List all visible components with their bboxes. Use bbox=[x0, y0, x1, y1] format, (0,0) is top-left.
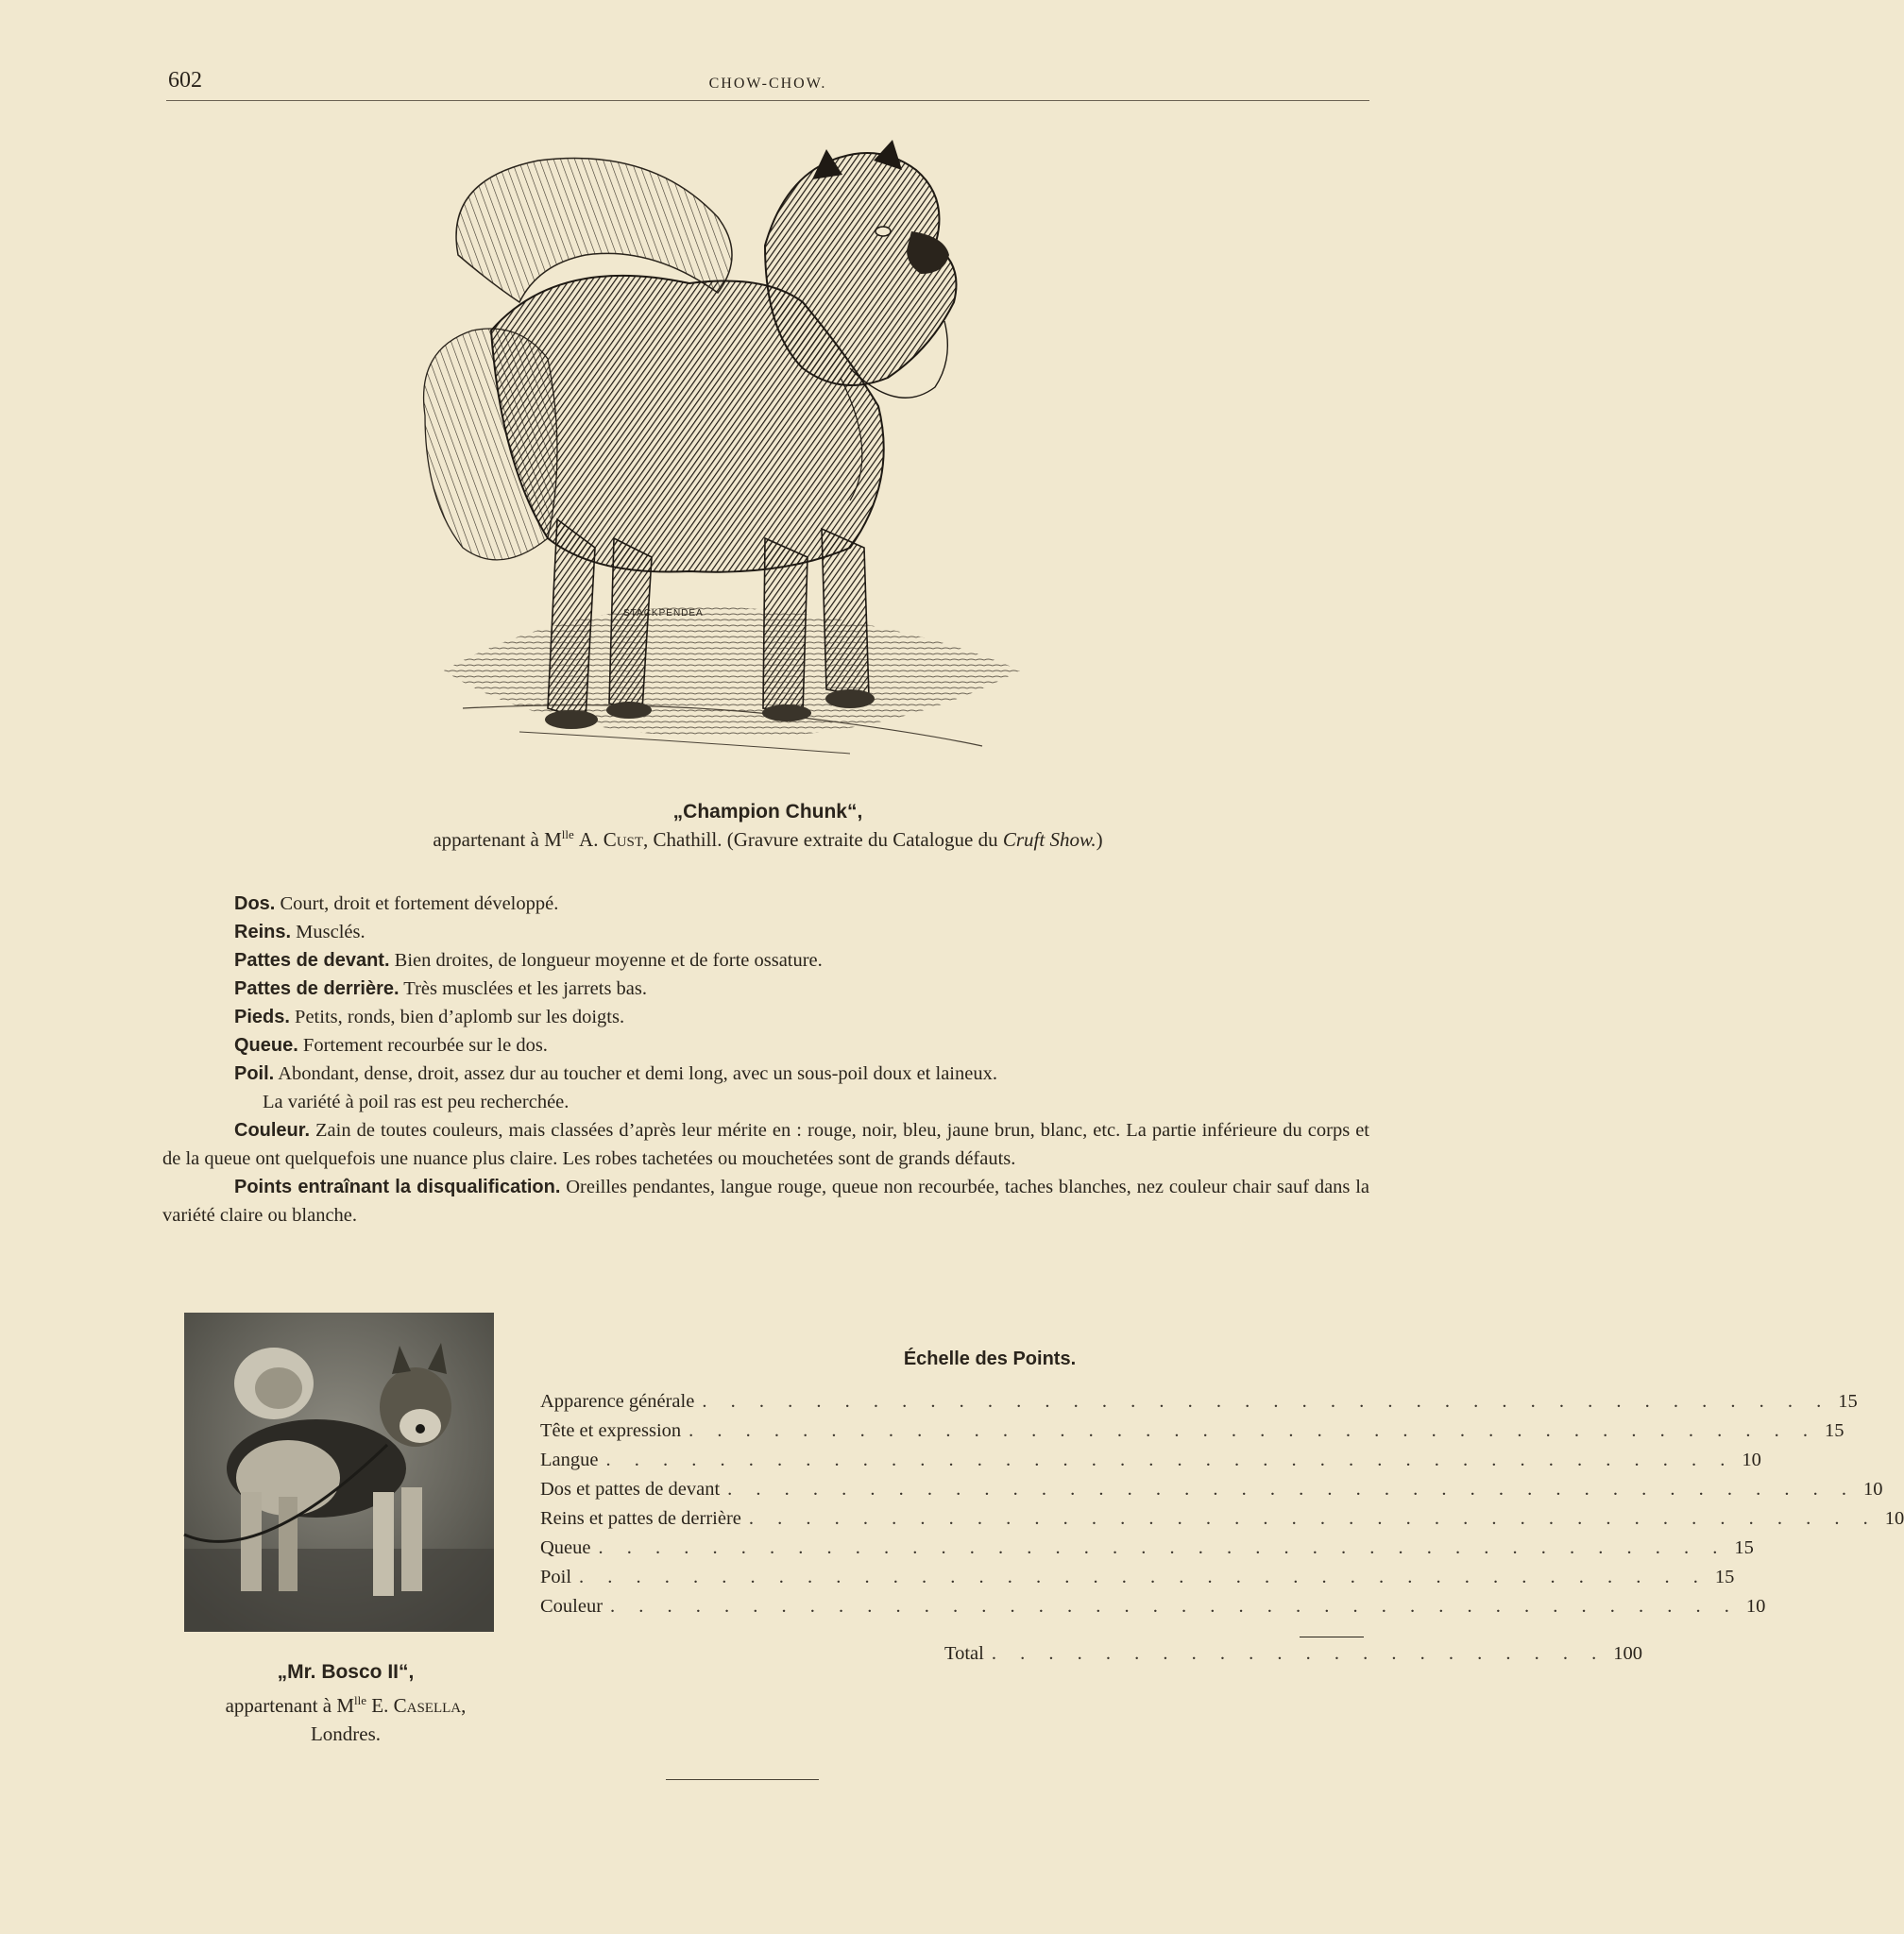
points-label: Dos et pattes de devant bbox=[540, 1479, 721, 1500]
points-row bbox=[540, 1567, 1735, 1596]
entry-term: Pattes de derrière. bbox=[234, 978, 400, 999]
figure2-title: „Mr. Bosco II“, bbox=[277, 1661, 415, 1683]
figure2-owner: E. Casella, bbox=[371, 1694, 467, 1717]
leader-dots: . . . . . . . . . . . . . . . . . . . . . . . . . . . . . . . . . . . . . . . . bbox=[598, 1537, 1727, 1558]
figure2-city: Londres. bbox=[310, 1722, 382, 1745]
standard-entry bbox=[162, 946, 1369, 975]
entry-term: Queue. bbox=[234, 1035, 298, 1056]
points-row bbox=[540, 1537, 1754, 1567]
points-value: 10 bbox=[1863, 1479, 1883, 1500]
photo-mr-bosco bbox=[184, 1313, 494, 1632]
standard-entry bbox=[162, 918, 1369, 946]
leader-dots: . . . . . . . . . . . . . . . . . . . . . . . . . . . . . . . . . . . . . . . . bbox=[748, 1508, 1878, 1529]
points-label: Reins et pattes de derrière bbox=[540, 1508, 741, 1529]
entry-term: Pieds. bbox=[234, 1007, 290, 1027]
standard-entry bbox=[162, 1003, 1369, 1031]
figure2-line2-prefix: appartenant à M bbox=[225, 1694, 355, 1717]
entry-term: Dos. bbox=[234, 893, 276, 914]
entry-text: Abondant, dense, droit, assez dur au toucher et demi long, avec un sous-poil doux et laineux. bbox=[278, 1063, 997, 1084]
points-row bbox=[540, 1391, 1858, 1420]
figure1-caption-prefix: appartenant à M bbox=[433, 828, 562, 851]
entry-text: Très musclées et les jarrets bas. bbox=[403, 978, 648, 999]
standard-note: La variété à poil ras est peu recherchée. bbox=[263, 1092, 570, 1112]
standard-entry bbox=[162, 1031, 1369, 1060]
entry-term: Pattes de devant. bbox=[234, 950, 390, 971]
standard-entry bbox=[162, 1116, 1369, 1173]
running-title: CHOW-CHOW. bbox=[708, 76, 827, 92]
points-total-value: 100 bbox=[1613, 1643, 1642, 1664]
closing-rule bbox=[666, 1779, 819, 1780]
points-label: Tête et expression bbox=[540, 1420, 682, 1441]
figure1-caption bbox=[166, 827, 1369, 852]
points-value: 15 bbox=[1838, 1391, 1858, 1412]
entry-text: Bien droites, de longueur moyenne et de forte ossature. bbox=[394, 950, 823, 971]
figure1-catalogue: Cruft Show. bbox=[1002, 828, 1096, 851]
points-scale-title: Échelle des Points. bbox=[903, 1349, 1077, 1369]
leader-dots: . . . . . . . . . . . . . . . . . . . . . . . . . . . . . . . . . . . . . . . . bbox=[727, 1479, 1857, 1500]
standard-entry bbox=[162, 890, 1369, 918]
figure2-sup: lle bbox=[354, 1693, 367, 1707]
points-value: 10 bbox=[1884, 1508, 1904, 1529]
leader-dots: . . . . . . . . . . . . . . . . . . . . . . . . . . . . . . . . . . . . . . . . bbox=[579, 1567, 1708, 1587]
entry-term: Points entraînant la disqualification. bbox=[234, 1177, 561, 1197]
points-value: 10 bbox=[1742, 1450, 1761, 1470]
photo-dog-image bbox=[184, 1313, 494, 1632]
entry-text: Musclés. bbox=[296, 922, 366, 942]
entry-term: Reins. bbox=[234, 922, 292, 942]
entry-term: Poil. bbox=[234, 1063, 275, 1084]
figure1-suffix: ) bbox=[1096, 828, 1103, 851]
standard-entry bbox=[162, 1173, 1369, 1230]
points-row bbox=[540, 1420, 1844, 1450]
standard-entry bbox=[162, 975, 1369, 1003]
points-value: 10 bbox=[1745, 1596, 1766, 1617]
points-total-label: Total bbox=[944, 1643, 984, 1664]
figure2-caption bbox=[166, 1658, 525, 1748]
standard-entry bbox=[162, 1060, 1369, 1088]
points-total-row bbox=[944, 1643, 1642, 1672]
points-label: Couleur bbox=[540, 1596, 604, 1617]
entry-text: Zain de toutes couleurs, mais classées d’après leur mérite en : rouge, noir, bleu, jaune brun, blanc, etc. La partie inférieure du corps et de la queue ont quelquefois une nuance plus claire. Les robes tachetées ou mouchetées sont de grands défauts. bbox=[162, 1120, 1369, 1169]
points-value: 15 bbox=[1825, 1420, 1844, 1441]
figure1-title: „Champion Chunk“, bbox=[672, 801, 863, 823]
page-number: 602 bbox=[168, 68, 202, 93]
breed-standard bbox=[162, 890, 1369, 1230]
engraver-signature: STACKPENDEA bbox=[623, 608, 704, 619]
entry-text: Oreilles pendantes, langue rouge, queue non recourbée, taches blanches, nez couleur chair sauf dans la variété claire ou blanche. bbox=[162, 1177, 1370, 1226]
points-row bbox=[540, 1596, 1766, 1625]
leader-dots: . . . . . . . . . . . . . . . . . . . . . . . . . . . . . . . . . . . . . . . . bbox=[610, 1596, 1739, 1617]
leader-dots: . . . . . . . . . . . . . . . . . . . . . . . . . . . . . . . . . . . . . . . . bbox=[605, 1450, 1735, 1470]
running-head bbox=[166, 68, 1369, 101]
points-label: Poil bbox=[540, 1567, 572, 1587]
entry-text: Court, droit et fortement développé. bbox=[280, 893, 559, 914]
points-value: 15 bbox=[1714, 1567, 1735, 1587]
leader-dots: . . . . . . . . . . . . . . . . . . . . . . . . . . . . . . . . . . . . . . . . bbox=[688, 1420, 1818, 1441]
leader-dots: . . . . . . . . . . . . . . . . . . . . . . bbox=[991, 1643, 1606, 1664]
points-label: Langue bbox=[540, 1450, 599, 1470]
figure1-owner: A. Cust bbox=[579, 828, 644, 851]
entry-text: Petits, ronds, bien d’aplomb sur les doigts. bbox=[295, 1007, 625, 1027]
entry-text: Fortement recourbée sur le dos. bbox=[302, 1035, 548, 1056]
points-scale bbox=[540, 1349, 1904, 1672]
points-row bbox=[540, 1508, 1904, 1537]
figure1-place: , Chathill. (Gravure extraite du Catalogue du bbox=[643, 828, 1003, 851]
figure2-owner-line bbox=[166, 1687, 525, 1720]
points-row bbox=[540, 1450, 1761, 1479]
leader-dots: . . . . . . . . . . . . . . . . . . . . . . . . . . . . . . . . . . . . . . . . bbox=[702, 1391, 1831, 1412]
entry-term: Couleur. bbox=[234, 1120, 311, 1141]
points-label: Apparence générale bbox=[540, 1391, 695, 1412]
points-label: Queue bbox=[540, 1537, 591, 1558]
engraving-champion-chunk bbox=[406, 142, 1124, 793]
figure1-caption-sup: lle bbox=[561, 827, 574, 841]
points-row bbox=[540, 1479, 1883, 1508]
total-rule bbox=[1300, 1637, 1364, 1643]
points-value: 15 bbox=[1734, 1537, 1754, 1558]
